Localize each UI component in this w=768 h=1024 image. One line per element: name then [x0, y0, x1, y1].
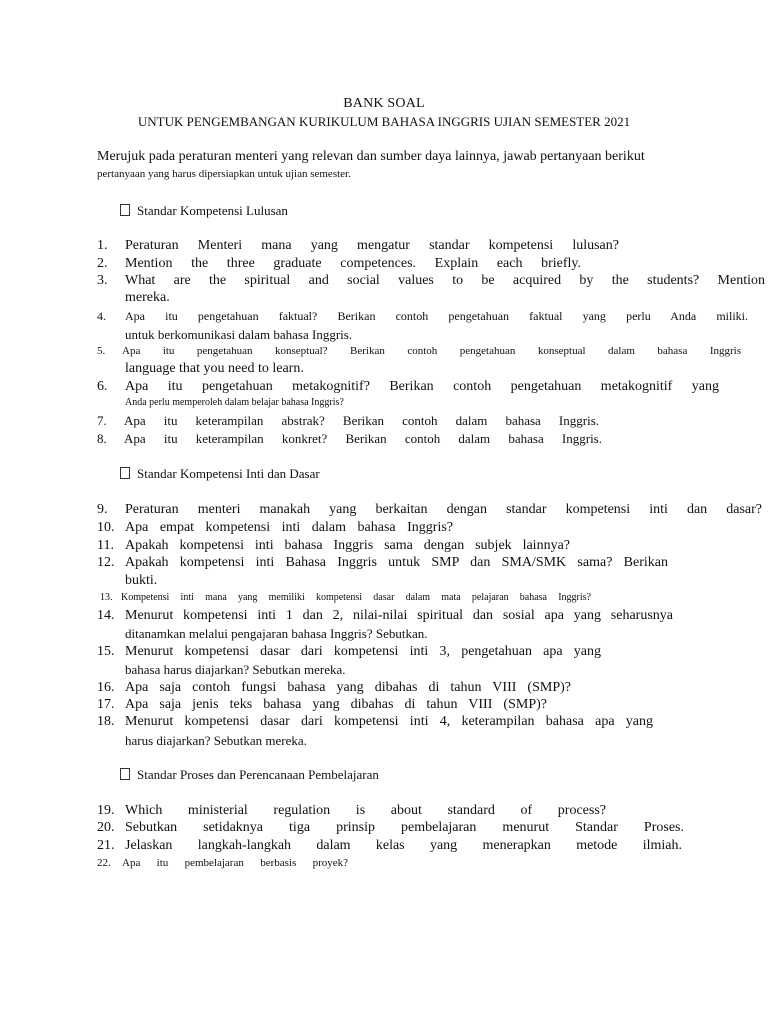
question-item: [97, 256, 765, 274]
question-number: 13.: [100, 592, 113, 603]
question-number: 22.: [97, 857, 111, 869]
question-number: 11.: [97, 538, 114, 553]
question-text: Apa itu pengetahuan faktual? Berikan contoh pengetahuan faktual yang perlu Anda miliki.: [125, 309, 748, 323]
question-text: Apa saja contoh fungsi bahasa yang dibahas di tahun VIII (SMP)?: [125, 680, 571, 695]
question-number: 21.: [97, 838, 115, 853]
question-text: Menurut kompetensi dasar dari kompetensi inti 3, pengetahuan apa yang: [125, 644, 601, 659]
question-number: 2.: [97, 256, 108, 271]
question-continuation: harus diajarkan? Sebutkan mereka.: [125, 733, 307, 748]
question-number: 15.: [97, 644, 115, 659]
question-item: [97, 644, 765, 662]
question-item: [97, 413, 765, 430]
question-continuation: Anda perlu memperoleh dalam belajar bahasa Inggris?: [125, 397, 344, 408]
question-item: [97, 608, 765, 626]
question-number: 7.: [97, 413, 107, 428]
question-text: Apa itu pengetahuan metakognitif? Berikan contoh pengetahuan metakognitif yang: [125, 379, 719, 394]
question-continuation: ditanamkan melalui pengajaran bahasa Inggris? Sebutkan.: [125, 626, 428, 641]
section-heading-text: Standar Proses dan Perencanaan Pembelajaran: [137, 767, 379, 782]
question-text: Apa empat kompetensi inti dalam bahasa Inggris?: [125, 520, 453, 535]
question-number: 4.: [97, 309, 106, 323]
question-number: 18.: [97, 714, 115, 729]
section-heading-proses: [120, 767, 379, 783]
question-item: [97, 538, 765, 556]
question-number: 10.: [97, 520, 115, 535]
question-item: [97, 502, 765, 520]
question-item: [97, 857, 765, 872]
question-item: [97, 520, 765, 538]
question-number: 8.: [97, 431, 107, 446]
question-text: Apa itu keterampilan abstrak? Berikan contoh dalam bahasa Inggris.: [124, 413, 599, 428]
section-heading-text: Standar Kompetensi Inti dan Dasar: [137, 466, 320, 481]
question-text: Sebutkan setidaknya tiga prinsip pembelajaran menurut Standar Proses.: [125, 820, 684, 835]
question-item: [97, 680, 765, 698]
checkbox-bullet-icon: [120, 768, 130, 780]
question-number: 14.: [97, 608, 115, 623]
checkbox-bullet-icon: [120, 467, 130, 479]
question-text: Mention the three graduate competences. Explain each briefly.: [125, 256, 581, 271]
question-item: [97, 379, 765, 397]
question-number: 9.: [97, 502, 108, 517]
question-number: 16.: [97, 680, 115, 695]
question-text: Jelaskan langkah-langkah dalam kelas yang menerapkan metode ilmiah.: [125, 838, 682, 853]
question-item: [97, 238, 765, 256]
intro-line-1: Merujuk pada peraturan menteri yang relevan dan sumber daya lainnya, jawab pertanyaan berikut: [97, 149, 645, 164]
question-number: 3.: [97, 273, 108, 288]
question-text: Apa itu pengetahuan konseptual? Berikan contoh pengetahuan konseptual dalam bahasa Inggris: [122, 345, 741, 357]
question-item: [97, 592, 765, 605]
question-number: 19.: [97, 803, 115, 818]
question-number: 6.: [97, 379, 108, 394]
question-item: [97, 714, 765, 732]
question-item: [97, 345, 765, 360]
question-continuation: mereka.: [125, 290, 170, 305]
question-continuation: bahasa harus diajarkan? Sebutkan mereka.: [125, 662, 346, 677]
question-text: Apa saja jenis teks bahasa yang dibahas di tahun VIII (SMP)?: [125, 697, 547, 712]
checkbox-bullet-icon: [120, 204, 130, 216]
question-text: Apakah kompetensi inti Bahasa Inggris untuk SMP dan SMA/SMK sama? Berikan: [125, 555, 668, 570]
question-item: [97, 838, 765, 856]
question-continuation: untuk berkomunikasi dalam bahasa Inggris.: [125, 327, 353, 342]
question-number: 1.: [97, 238, 108, 253]
question-text: Apa itu pembelajaran berbasis proyek?: [122, 857, 348, 869]
question-item: [97, 273, 765, 291]
question-number: 20.: [97, 820, 115, 835]
question-item: [97, 555, 765, 573]
question-item: [97, 803, 765, 821]
question-item: [97, 820, 765, 838]
question-text: Menurut kompetensi inti 1 dan 2, nilai-nilai spiritual dan sosial apa yang seharusnya: [125, 608, 673, 623]
question-text: Apa itu keterampilan konkret? Berikan contoh dalam bahasa Inggris.: [124, 431, 602, 446]
question-text: Which ministerial regulation is about standard of process?: [125, 803, 606, 818]
section-heading-lulusan: [120, 203, 288, 219]
question-text: Menurut kompetensi dasar dari kompetensi inti 4, keterampilan bahasa apa yang: [125, 714, 653, 729]
question-text: Apakah kompetensi inti bahasa Inggris sama dengan subjek lainnya?: [125, 538, 570, 553]
question-number: 12.: [97, 555, 115, 570]
question-item: [97, 309, 765, 325]
document-title: BANK SOAL: [343, 96, 425, 111]
question-continuation: language that you need to learn.: [125, 361, 304, 376]
section-heading-inti-dasar: [120, 466, 320, 482]
question-item: [97, 431, 765, 448]
question-text: Peraturan Menteri mana yang mengatur standar kompetensi lulusan?: [125, 238, 619, 253]
question-text: What are the spiritual and social values to be acquired by the students? Mention: [125, 273, 765, 288]
document-subtitle: UNTUK PENGEMBANGAN KURIKULUM BAHASA INGGRIS UJIAN SEMESTER 2021: [137, 114, 631, 129]
section-heading-text: Standar Kompetensi Lulusan: [137, 203, 288, 218]
question-text: Kompetensi inti mana yang memiliki kompetensi dasar dalam mata pelajaran bahasa Inggris?: [121, 592, 591, 603]
question-item: [97, 697, 765, 715]
question-number: 17.: [97, 697, 115, 712]
question-text: Peraturan menteri manakah yang berkaitan dengan standar kompetensi inti dan dasar?: [125, 502, 762, 517]
intro-line-2: pertanyaan yang harus dipersiapkan untuk ujian semester.: [97, 168, 351, 180]
question-continuation: bukti.: [125, 573, 158, 588]
question-number: 5.: [97, 345, 106, 357]
